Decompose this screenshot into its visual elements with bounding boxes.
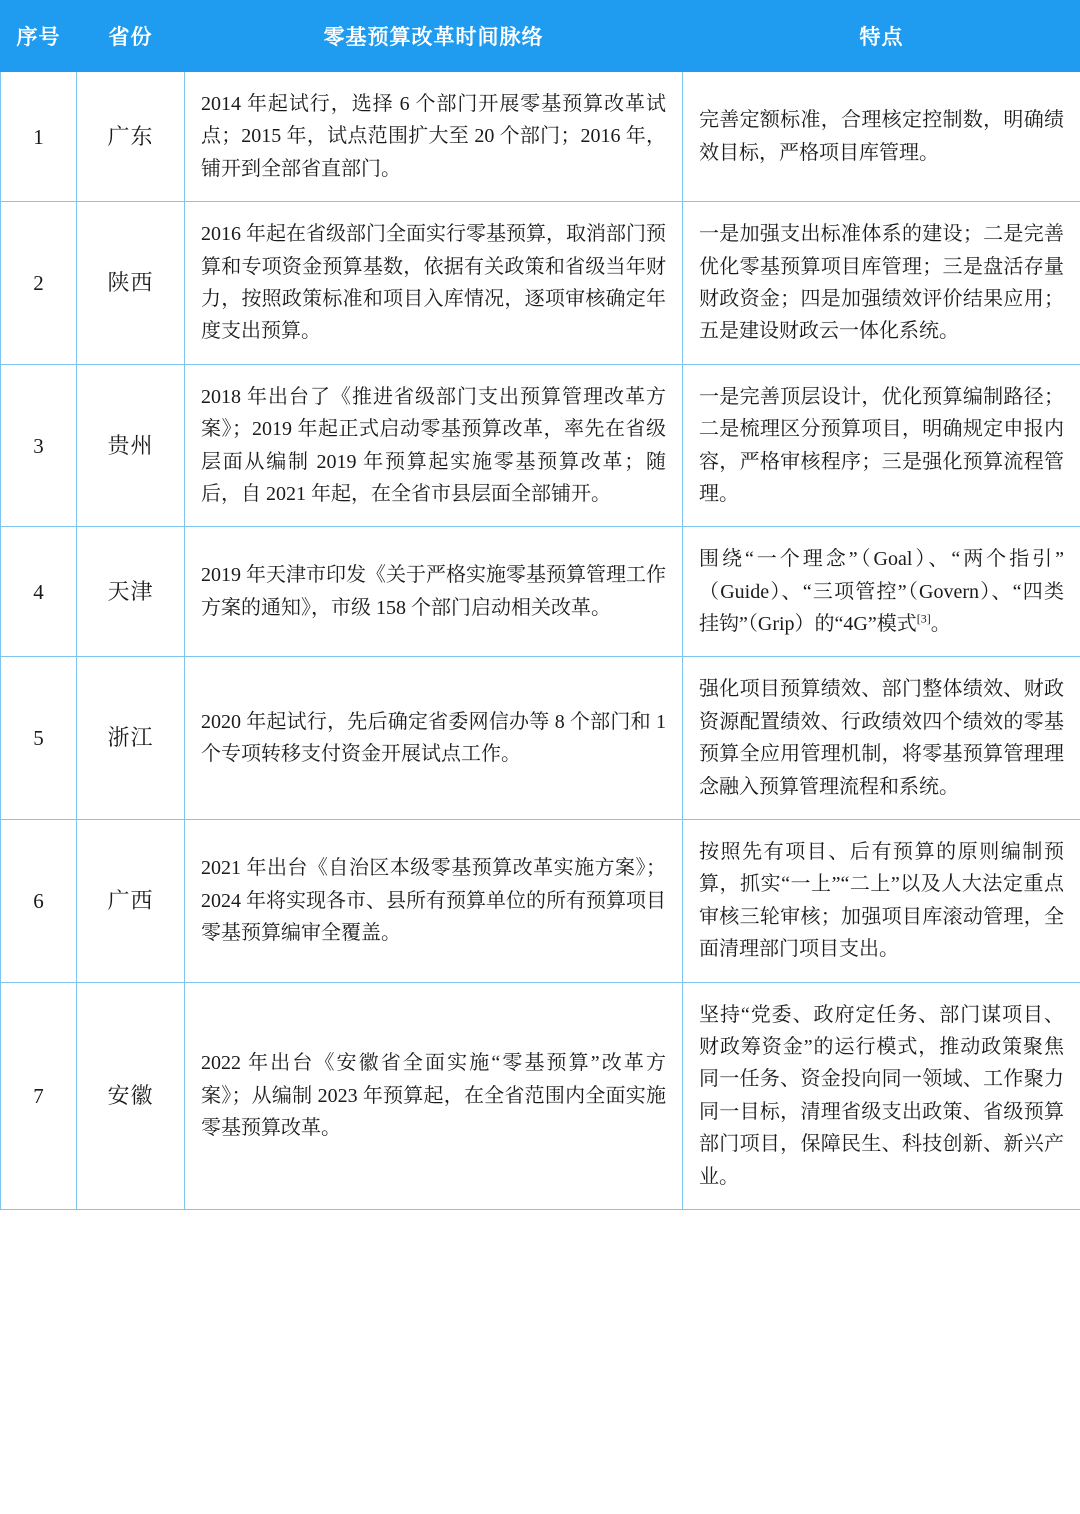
cell-features: 一是完善顶层设计，优化预算编制路径；二是梳理区分预算项目，明确规定申报内容，严格审核程序；三是强化预算流程管理。 [683,364,1080,527]
table-row [1,820,1080,983]
table-row [1,982,1080,1209]
table-row [1,657,1080,820]
table-row [1,527,1080,657]
cell-features: 一是加强支出标准体系的建设；二是完善优化零基预算项目库管理；三是盘活存量财政资金；四是加强绩效评价结果应用；五是建设财政云一体化系统。 [683,202,1080,365]
table-row [1,202,1080,365]
column-header-province: 省份 [77,1,185,72]
table-row [1,364,1080,527]
cell-timeline: 2019 年天津市印发《关于严格实施零基预算管理工作方案的通知》，市级 158 个部门启动相关改革。 [185,527,683,657]
cell-features: 强化项目预算绩效、部门整体绩效、财政资源配置绩效、行政绩效四个绩效的零基预算全应用管理机制，将零基预算管理理念融入预算管理流程和系统。 [683,657,1080,820]
cell-province: 天津 [77,527,185,657]
cell-timeline: 2016 年起在省级部门全面实行零基预算，取消部门预算和专项资金预算基数，依据有关政策和省级当年财力，按照政策标准和项目入库情况，逐项审核确定年度支出预算。 [185,202,683,365]
cell-features [683,527,1080,657]
cell-features: 按照先有项目、后有预算的原则编制预算，抓实“一上”“二上”以及人大法定重点审核三轮审核；加强项目库滚动管理，全面清理部门项目支出。 [683,820,1080,983]
cell-province: 安徽 [77,982,185,1209]
cell-province: 浙江 [77,657,185,820]
cell-index: 7 [1,982,77,1209]
cell-features: 完善定额标准，合理核定控制数，明确绩效目标，严格项目库管理。 [683,72,1080,202]
cell-index: 3 [1,364,77,527]
cell-timeline: 2022 年出台《安徽省全面实施“零基预算”改革方案》；从编制 2023 年预算起，在全省范围内全面实施零基预算改革。 [185,982,683,1209]
cell-index: 5 [1,657,77,820]
cell-index: 4 [1,527,77,657]
features-tail: 。 [930,613,951,636]
cell-province: 广东 [77,72,185,202]
cell-timeline: 2020 年起试行，先后确定省委网信办等 8 个部门和 1 个专项转移支付资金开展试点工作。 [185,657,683,820]
table-body [1,72,1080,1210]
cell-index: 1 [1,72,77,202]
cell-timeline: 2018 年出台了《推进省级部门支出预算管理改革方案》；2019 年起正式启动零基预算改革，率先在省级层面从编制 2019 年预算起实施零基预算改革；随后，自 2021 年起，在全省市县层面全部铺开。 [185,364,683,527]
cell-province: 贵州 [77,364,185,527]
cell-province: 广西 [77,820,185,983]
cell-province: 陕西 [77,202,185,365]
cell-index: 2 [1,202,77,365]
column-header-features: 特点 [683,1,1080,72]
cell-features: 坚持“党委、政府定任务、部门谋项目、财政筹资金”的运行模式，推动政策聚焦同一任务、资金投向同一领域、工作聚力同一目标，清理省级支出政策、省级预算部门项目，保障民生、科技创新、新兴产业。 [683,982,1080,1209]
footnote-marker: [3] [916,611,931,626]
cell-timeline: 2021 年出台《自治区本级零基预算改革实施方案》；2024 年将实现各市、县所有预算单位的所有预算项目零基预算编审全覆盖。 [185,820,683,983]
cell-index: 6 [1,820,77,983]
header-row [1,1,1080,72]
table-row [1,72,1080,202]
cell-timeline: 2014 年起试行，选择 6 个部门开展零基预算改革试点；2015 年，试点范围扩大至 20 个部门；2016 年，铺开到全部省直部门。 [185,72,683,202]
column-header-index: 序号 [1,1,77,72]
table-header [1,1,1080,72]
column-header-timeline: 零基预算改革时间脉络 [185,1,683,72]
features-text: 围绕“一个理念”（Goal）、“两个指引”（Guide）、“三项管控”（Govern）、“四类挂钩”（Grip）的“4G”模式 [699,548,1064,636]
